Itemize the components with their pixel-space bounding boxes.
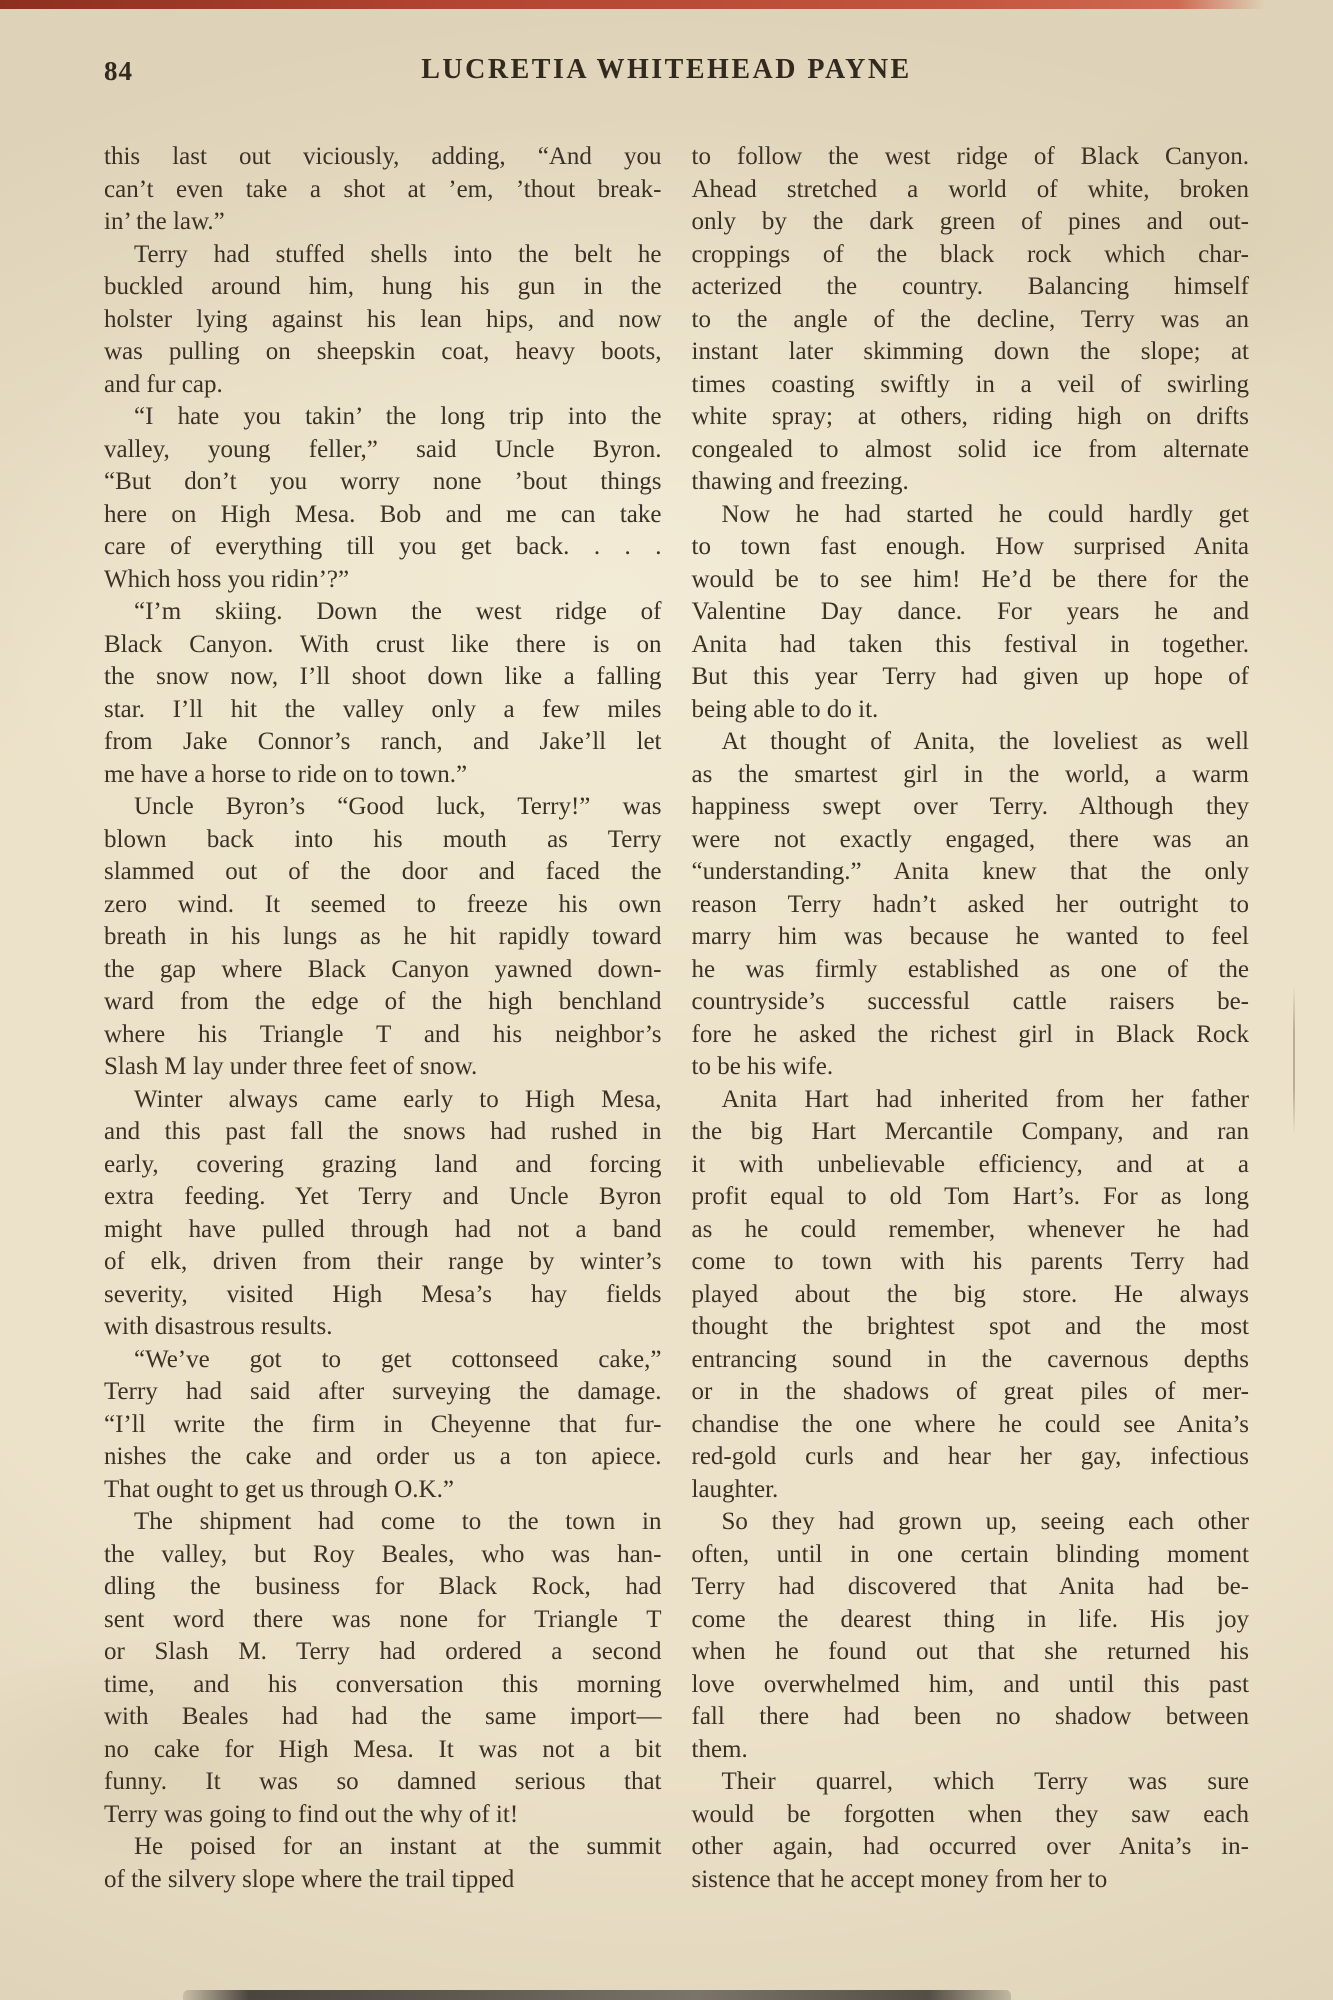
text-line: the big Hart Mercantile Company, and ran [691,1118,1249,1145]
text-line: slammed out of the door and faced the [104,858,662,885]
text-line: with Beales had had the same import— [104,1703,662,1730]
text-line: no cake for High Mesa. It was not a bit [104,1735,662,1763]
paragraph [104,401,662,596]
text-line: instant later skimming down the slope; at [691,338,1249,365]
paragraph [692,1084,1250,1507]
text-line: buckled around him, hung his gun in the [104,273,662,300]
text-line: Terry was going to find out the why of it! [104,1800,519,1828]
text-line: time, and his conversation this morning [104,1670,662,1698]
text-line: Ahead stretched a world of white, broken [691,175,1249,203]
text-line: were not exactly engaged, there was an [691,825,1249,853]
text-line: often, until in one certain blinding moment [691,1540,1249,1568]
text-line: congealed to almost solid ice from alternate [691,435,1249,463]
text-line: to be his wife. [691,1053,834,1080]
text-line: as the smartest girl in the world, a warm [691,760,1249,788]
text-line: countryside’s successful cattle raisers be- [691,988,1249,1015]
text-line: would be to see him! He’d be there for the [691,565,1249,593]
text-line: extra feeding. Yet Terry and Uncle Byron [104,1183,662,1210]
text-line: might have pulled through had not a band [104,1215,662,1243]
text-line: marry him was because he wanted to feel [691,923,1249,950]
text-line: Anita had taken this festival in together. [691,630,1249,658]
paragraph [692,1506,1250,1766]
text-line: the valley, but Roy Beales, who was han- [104,1540,662,1568]
text-line: to the angle of the decline, Terry was an [691,305,1249,333]
text-line: “understanding.” Anita knew that the only [691,858,1249,885]
text-line: sistence that he accept money from her to [691,1865,1108,1893]
text-line: to town fast enough. How surprised Anita [691,533,1249,560]
text-line: this last out viciously, adding, “And you [104,143,662,170]
text-line: Which hoss you ridin’?” [104,565,350,593]
text-line: early, covering grazing land and forcing [104,1150,662,1178]
text-line: and this past fall the snows had rushed in [104,1118,662,1145]
paragraph [692,1766,1250,1896]
text-line: star. I’ll hit the valley only a few miles [104,695,662,723]
text-line: Slash M lay under three feet of snow. [104,1053,478,1080]
running-title: LUCRETIA WHITEHEAD PAYNE [421,54,912,85]
text-line: the gap where Black Canyon yawned down- [104,955,662,983]
text-line: love overwhelmed him, and until this past [691,1670,1249,1698]
paragraph [104,1084,662,1344]
text-line: or in the shadows of great piles of mer- [691,1378,1249,1405]
text-line: breath in his lungs as he hit rapidly toward [104,923,662,950]
text-line: entrancing sound in the cavernous depths [691,1345,1249,1373]
text-line: fall there had been no shadow between [691,1703,1249,1730]
text-line: zero wind. It seemed to freeze his own [104,890,662,918]
text-line: come to town with his parents Terry had [691,1248,1249,1275]
text-line: “I hate you takin’ the long trip into the [134,403,662,430]
text-line: “We’ve got to get cottonseed cake,” [134,1345,662,1373]
scan-artifact-bottom-edge [183,1990,1011,2000]
paragraph [104,1831,662,1896]
text-line: But this year Terry had given up hope of [691,663,1249,690]
text-body [104,141,1249,1896]
text-line: “I’m skiing. Down the west ridge of [134,598,662,625]
paragraph [104,791,662,1084]
text-line: thawing and freezing. [691,468,909,495]
text-line: Black Canyon. With crust like there is on [104,630,662,658]
text-line: Winter always came early to High Mesa, [134,1085,662,1113]
text-line: being able to do it. [691,695,879,723]
text-line: At thought of Anita, the loveliest as well [721,728,1249,755]
text-line: would be forgotten when they saw each [691,1800,1249,1828]
text-line: me have a horse to ride on to town.” [104,760,468,788]
text-line: from Jake Connor’s ranch, and Jake’ll let [104,728,662,755]
text-line: as he could remember, whenever he had [691,1215,1249,1243]
text-line: Uncle Byron’s “Good luck, Terry!” was [134,793,662,820]
text-line: valley, young feller,” said Uncle Byron. [104,435,662,463]
paragraph [104,1506,662,1831]
text-line: acterized the country. Balancing himself [691,273,1249,300]
text-line: Terry had stuffed shells into the belt he [134,240,662,268]
text-line: played about the big store. He always [691,1280,1249,1308]
paragraph [692,141,1250,499]
text-line: in’ the law.” [104,208,225,235]
text-line: other again, had occurred over Anita’s in- [691,1833,1249,1860]
text-line: fore he asked the richest girl in Black Rock [691,1020,1249,1048]
text-line: holster lying against his lean hips, and now [104,305,662,333]
text-line: sent word there was none for Triangle T [104,1605,662,1633]
text-line: can’t even take a shot at ’em, ’thout break- [104,175,662,203]
left-column [104,141,662,1896]
text-line: “I’ll write the firm in Cheyenne that fur- [104,1410,662,1438]
paragraph [692,499,1250,727]
text-line: he was firmly established as one of the [691,955,1249,983]
text-line: to follow the west ridge of Black Canyon. [691,143,1249,170]
text-line: with disastrous results. [104,1313,333,1340]
paragraph [104,239,662,402]
text-line: care of everything till you get back. . . . [104,533,662,560]
text-line: ward from the edge of the high benchland [104,988,662,1015]
paragraph [104,596,662,791]
text-line: times coasting swiftly in a veil of swirling [691,370,1249,398]
text-line: only by the dark green of pines and out- [691,208,1249,235]
text-line: thought the brightest spot and the most [691,1313,1249,1340]
text-line: Valentine Day dance. For years he and [691,598,1249,625]
text-line: That ought to get us through O.K.” [104,1475,454,1503]
text-line: it with unbelievable efficiency, and at a [691,1150,1249,1178]
text-line: Now he had started he could hardly get [721,500,1249,528]
text-line: happiness swept over Terry. Although they [691,793,1249,820]
text-line: and fur cap. [104,370,223,398]
text-line: white spray; at others, riding high on drifts [691,403,1249,430]
right-column [692,141,1250,1896]
text-line: He poised for an instant at the summit [134,1833,662,1860]
text-line: here on High Mesa. Bob and me can take [104,500,662,528]
text-line: profit equal to old Tom Hart’s. For as long [691,1183,1249,1210]
scan-artifact-margin-mark [1293,985,1295,1135]
text-line: croppings of the black rock which char- [691,240,1249,268]
text-line: severity, visited High Mesa’s hay fields [104,1280,662,1308]
paragraph [104,1344,662,1507]
text-line: So they had grown up, seeing each other [721,1508,1249,1535]
text-line: Terry had said after surveying the damage. [104,1378,662,1405]
text-line: blown back into his mouth as Terry [104,825,662,853]
running-head [0,52,1333,92]
text-line: was pulling on sheepskin coat, heavy boots, [104,338,662,365]
text-line: “But don’t you worry none ’bout things [104,468,662,495]
text-line: The shipment had come to the town in [134,1508,662,1535]
text-line: when he found out that she returned his [691,1638,1249,1665]
text-line: Their quarrel, which Terry was sure [721,1768,1249,1795]
text-line: of the silvery slope where the trail tipped [104,1865,515,1893]
text-line: them. [691,1735,748,1763]
text-line: laughter. [691,1475,779,1503]
text-line: where his Triangle T and his neighbor’s [104,1020,662,1048]
text-line: of elk, driven from their range by winter’s [104,1248,662,1275]
paragraph [692,726,1250,1084]
paragraph [104,141,662,239]
text-line: dling the business for Black Rock, had [104,1573,662,1600]
text-line: or Slash M. Terry had ordered a second [104,1638,662,1665]
text-line: come the dearest thing in life. His joy [691,1605,1249,1633]
text-line: nishes the cake and order us a ton apiece. [104,1443,662,1470]
text-line: reason Terry hadn’t asked her outright to [691,890,1249,918]
scan-artifact-top-edge [0,0,1266,9]
text-line: red-gold curls and hear her gay, infectious [691,1443,1249,1470]
text-line: funny. It was so damned serious that [104,1768,662,1795]
page-number: 84 [104,56,133,86]
text-line: the snow now, I’ll shoot down like a falling [104,663,662,690]
text-line: chandise the one where he could see Anita’s [691,1410,1249,1438]
text-line: Terry had discovered that Anita had be- [691,1573,1249,1600]
text-line: Anita Hart had inherited from her father [721,1085,1249,1113]
